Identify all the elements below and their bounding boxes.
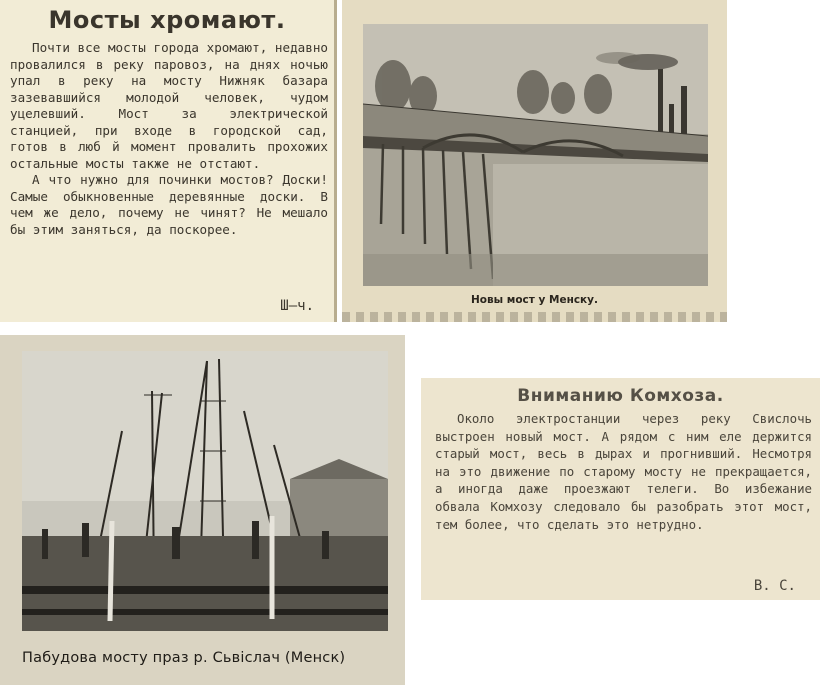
article-paragraph: Около электростанции через реку Свислочь выстроен новый мост. А рядом с ним еле держится старый мост, весь в дырах и прогнивший. Несмотря на это движение по старому мосту не прекращается, а иногда даже проезжают телеги. Во избежание обвала Комхозу следовало бы разобрать этот мост, тем более, что сделать это нетрудно. — [435, 411, 812, 532]
article-paragraph: А что нужно для починки мостов? Доски! Самые обыкновенные деревянные доски. В чем же дело, почему не чинят? Не мешало бы этим заняться, да поскорее. — [10, 172, 328, 237]
photo-bridge-construction — [0, 335, 405, 685]
article-signature: Ш—ч. — [280, 298, 314, 314]
article-headline: Вниманию Комхоза. — [517, 386, 724, 406]
article-body — [0, 40, 334, 238]
article-body — [421, 410, 820, 533]
bridge-photo-image — [363, 24, 708, 286]
article-signature: В. С. — [753, 578, 796, 594]
torn-edge — [342, 312, 727, 322]
photo-caption: Новы мост у Менску. — [470, 294, 599, 306]
article-paragraph: Почти все мосты города хромают, недавно провалился в реку паровоз, на днях ночью упал в реку на мосту Нижняк базара зазевавшийся молодой человек, чудом уцелевший. Мост за электрической станцией, при входе в городской сад, готов в люб й момент провалить прохожих остальные мосты также не отстают. — [10, 40, 328, 171]
photo-caption: Пабудова мосту праз р. Сьвіслач (Менск) — [22, 650, 346, 666]
construction-photo-image — [22, 351, 388, 631]
article-komkhoz — [421, 378, 820, 600]
article-bridges-limp — [0, 0, 337, 322]
photo-new-bridge — [342, 0, 727, 322]
article-headline: Мосты хромают. — [48, 6, 286, 34]
